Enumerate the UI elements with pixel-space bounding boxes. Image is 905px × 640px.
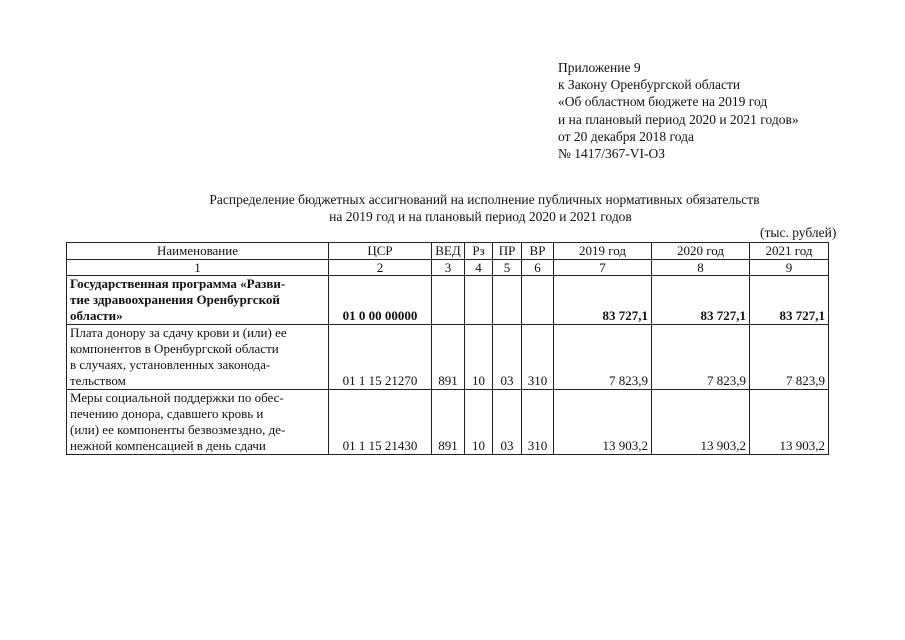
- row-pr: [493, 276, 522, 325]
- column-number: 7: [554, 260, 652, 276]
- table-row: [67, 276, 829, 325]
- row-rz: 10: [465, 325, 493, 390]
- budget-table: [66, 242, 829, 455]
- appendix-line: Приложение 9: [558, 60, 641, 75]
- header-cell-name: Наименование: [67, 243, 329, 260]
- row-amount-2020: 7 823,9: [652, 325, 750, 390]
- row-pr: 03: [493, 325, 522, 390]
- column-number: 9: [750, 260, 829, 276]
- row-csr: 01 0 00 00000: [329, 276, 432, 325]
- header-cell-rz: Рз: [465, 243, 493, 260]
- header-cell-vr: ВР: [522, 243, 554, 260]
- column-number: 2: [329, 260, 432, 276]
- row-vr: [522, 276, 554, 325]
- table-row: [67, 390, 829, 455]
- row-ved: 891: [432, 325, 465, 390]
- header-cell-2019: 2019 год: [554, 243, 652, 260]
- row-name: Меры социальной поддержки по обес- печению донора, сдавшего кровь и (или) ее компоненты безвозмездно, де- нежной компенсацией в день сдачи: [67, 390, 329, 455]
- row-ved: 891: [432, 390, 465, 455]
- table-header-row: [67, 243, 829, 260]
- header-cell-2021: 2021 год: [750, 243, 829, 260]
- row-amount-2019: 13 903,2: [554, 390, 652, 455]
- row-csr: 01 1 15 21430: [329, 390, 432, 455]
- row-amount-2021: 7 823,9: [750, 325, 829, 390]
- table-row: [67, 325, 829, 390]
- column-number: 6: [522, 260, 554, 276]
- row-amount-2019: 7 823,9: [554, 325, 652, 390]
- appendix-line: «Об областном бюджете на 2019 год: [558, 94, 768, 110]
- row-name: Государственная программа «Разви- тие здравоохранения Оренбургской области»: [67, 276, 329, 325]
- title-line-1: Распределение бюджетных ассигнований на исполнение публичных нормативных обязательств: [209, 192, 760, 207]
- appendix-line: № 1417/367-VI-ОЗ: [558, 146, 666, 162]
- row-vr: 310: [522, 325, 554, 390]
- column-number: 5: [493, 260, 522, 276]
- column-number: 4: [465, 260, 493, 276]
- column-number: 8: [652, 260, 750, 276]
- column-number-row: [67, 260, 829, 276]
- row-name: Плата донору за сдачу крови и (или) ее компонентов в Оренбургской области в случаях, установленных законода- тельством: [67, 325, 329, 390]
- column-number: 1: [67, 260, 329, 276]
- row-amount-2021: 83 727,1: [750, 276, 829, 325]
- header-cell-csr: ЦСР: [329, 243, 432, 260]
- row-amount-2021: 13 903,2: [750, 390, 829, 455]
- appendix-line: от 20 декабря 2018 года: [558, 128, 694, 144]
- appendix-block: [558, 59, 799, 162]
- header-cell-pr: ПР: [493, 243, 522, 260]
- row-pr: 03: [493, 390, 522, 455]
- title-line-2: на 2019 год и на плановый период 2020 и 2021 годов: [329, 209, 632, 224]
- appendix-line: к Закону Оренбургской области: [558, 77, 741, 93]
- row-csr: 01 1 15 21270: [329, 325, 432, 390]
- row-rz: [465, 276, 493, 325]
- document-title: [0, 191, 905, 225]
- row-ved: [432, 276, 465, 325]
- appendix-line: и на плановый период 2020 и 2021 годов»: [558, 111, 799, 127]
- row-vr: 310: [522, 390, 554, 455]
- row-amount-2020: 83 727,1: [652, 276, 750, 325]
- row-amount-2020: 13 903,2: [652, 390, 750, 455]
- row-rz: 10: [465, 390, 493, 455]
- header-cell-ved: ВЕД: [432, 243, 465, 260]
- units-label: (тыс. рублей): [760, 225, 837, 240]
- column-number: 3: [432, 260, 465, 276]
- header-cell-2020: 2020 год: [652, 243, 750, 260]
- row-amount-2019: 83 727,1: [554, 276, 652, 325]
